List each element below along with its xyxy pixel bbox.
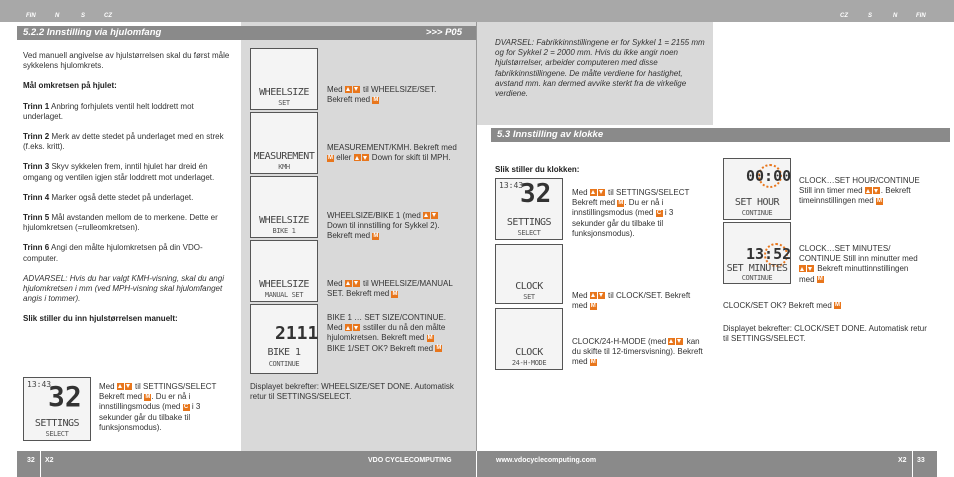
text-fragment: Med [572, 188, 590, 197]
c-button-icon: C [183, 403, 189, 410]
up-down-buttons-icon [345, 324, 361, 332]
page-number-left: 32 [27, 457, 35, 464]
step-6 [23, 243, 233, 263]
lcd-set-minutes [723, 222, 791, 284]
lcd-wheelsize-manual [250, 240, 318, 302]
lcd-line2: SET [278, 99, 290, 107]
mid-step-4 [327, 279, 459, 299]
text-fragment: Med [572, 291, 590, 300]
step-3 [23, 162, 233, 182]
footer-divider [912, 451, 913, 477]
up-down-buttons-icon [345, 280, 361, 288]
clock-step-5 [799, 244, 924, 285]
measure-heading: Mål omkretsen på hjulet: [23, 81, 117, 91]
text-fragment: til SETTINGS/SELECT Bekreft med [99, 382, 217, 402]
mid-footer-text: Displayet bekrefter: WHEELSIZE/SET DONE. Automatisk retur til SETTINGS/SELECT. [250, 382, 454, 402]
text-fragment: BIKE 1/SET OK? Bekreft med [327, 343, 436, 353]
lcd-line1: MEASUREMENT [253, 151, 315, 162]
up-down-buttons-icon [345, 86, 361, 94]
text-fragment: til WHEELSIZE/MANUAL SET. Bekreft med [327, 279, 453, 299]
page-divider [476, 22, 477, 451]
step-5 [23, 213, 233, 233]
lcd-minute-value: 13:52 [746, 245, 792, 263]
footer-divider [476, 451, 477, 477]
left-text-column [23, 51, 233, 325]
text-fragment: Med [327, 85, 345, 94]
section-title: 5.3 Innstilling av klokke [497, 129, 604, 140]
up-down-buttons-icon [799, 265, 815, 273]
text-fragment: WHEELSIZE/BIKE 1 (med [327, 211, 424, 220]
lcd-line1: SETTINGS [34, 418, 80, 429]
m-button-icon: M [590, 358, 596, 365]
m-button-icon: M [145, 393, 151, 400]
step-label: Trinn 2 [23, 132, 50, 142]
lcd-hour-value: 00:00 [746, 167, 792, 185]
lcd-wheelsize-bike1 [250, 176, 318, 238]
lcd-line1: CLOCK [515, 347, 543, 358]
text-fragment: Bekreft minuttinnstillingen med [799, 264, 909, 284]
text-fragment: MEASUREMENT/KMH. Bekreft med [327, 143, 457, 152]
step-text: Mål avstanden mellom de to merkene. Dette er hjulomkretsen (=rulleomkretsen). [23, 213, 218, 233]
lcd-line2: MANUAL SET [264, 291, 304, 299]
header-tab-cz[interactable]: CZ [104, 13, 112, 19]
text-fragment: Med [99, 382, 117, 391]
step-text: Skyv sykkelen frem, inntil hjulet har dreid én omgang og ventilen igjen står loddrett mot underlaget. [23, 162, 215, 182]
text-fragment: sstiller du nå den målte hjulomkretsen. Bekreft med [327, 323, 446, 343]
lcd-speed: 32 [520, 179, 552, 209]
text-fragment: til CLOCK/SET. Bekreft med [572, 291, 691, 311]
mid-step-3 [327, 211, 459, 242]
m-button-icon: M [618, 199, 624, 206]
header-tab-n[interactable]: N [55, 13, 60, 19]
text-fragment: i 3 sekunder går du tilbake til funksjonsmodus). [99, 402, 201, 432]
lcd-wheelsize-set [250, 48, 318, 110]
header-tab-fin-right[interactable]: FIN [916, 13, 926, 19]
lcd-line2: CONTINUE [268, 360, 300, 368]
text-fragment: til SETTINGS/SELECT Bekreft med [572, 188, 690, 208]
model-left: X2 [45, 457, 54, 464]
lcd-line1: SETTINGS [506, 217, 552, 228]
factory-warning: DVARSEL: Fabrikkinnstillingene er for Sykkel 1 = 2155 mm og for Sykkel 2 = 2000 mm. Hvis du ikke angir noen hjulstørrelser, arbeider computeren med disse fabrikkinnstillingene. De målte verdiene for hastighet, avstand mm. kan dermed avvike sterkt fra de virkelige verdiene. [495, 38, 705, 99]
mid-step-5 [327, 313, 459, 354]
step-text: Angi den målte hjulomkretsen på din VDO-computer. [23, 243, 203, 263]
section-header-wheel [17, 26, 476, 40]
lcd-line1: WHEELSIZE [259, 215, 309, 226]
clock-step-1 [572, 188, 707, 239]
section-tag: >>> P05 [425, 27, 462, 38]
text-fragment: CLOCK/24-H-MODE (med [572, 337, 669, 346]
lcd-clock-set [495, 244, 563, 304]
lcd-wheel-value: 2111 [275, 323, 319, 344]
m-button-icon: M [328, 154, 333, 161]
c-button-icon: C [656, 209, 662, 216]
m-button-icon: M [427, 334, 433, 341]
step-2 [23, 132, 233, 152]
text-fragment: Down til innstilling for Sykkel 2). Bekreft med [327, 221, 440, 241]
up-down-buttons-icon [590, 189, 606, 197]
lcd-line1: BIKE 1 [267, 347, 301, 358]
m-button-icon: M [392, 290, 398, 297]
text-fragment: CLOCK…SET HOUR/CONTINUE Still inn timer med [799, 176, 920, 196]
top-bar [0, 0, 954, 22]
step-1 [23, 102, 233, 122]
section-header-clock [491, 128, 950, 142]
text-fragment: eller [334, 153, 354, 163]
up-down-buttons-icon [423, 212, 439, 220]
lcd-line2: KMH [278, 163, 290, 171]
lcd-line2: CONTINUE [741, 209, 773, 217]
step-label: Trinn 1 [23, 101, 50, 111]
text-fragment: kan du skifte til 12-timersvisning). Bekreft med [572, 337, 703, 367]
header-tab-s[interactable]: S [81, 13, 86, 19]
brand-name: VDO CYCLECOMPUTING [368, 457, 452, 464]
text-fragment: CLOCK…SET MINUTES/ CONTINUE Still inn minutter med [799, 244, 918, 264]
step-label: Trinn 5 [23, 213, 50, 223]
lcd-measurement [250, 112, 318, 174]
lcd-line1: SET HOUR [734, 197, 780, 208]
text-fragment: BIKE 1 … SET SIZE/CONTINUE. Med [327, 313, 446, 333]
up-down-buttons-icon [668, 338, 684, 346]
section-title: 5.2.2 Innstilling via hjulomfang [23, 27, 162, 38]
clock-heading: Slik stiller du klokken: [495, 165, 580, 174]
clock-step-6 [723, 301, 933, 311]
clock-footer-text: Displayet bekrefter: CLOCK/SET DONE. Automatisk retur til SETTINGS/SELECT. [723, 324, 927, 344]
step-label: Trinn 6 [23, 243, 50, 253]
up-down-buttons-icon [117, 383, 133, 391]
header-tab-s-right[interactable]: S [868, 13, 873, 19]
text-fragment: CLOCK/SET OK? Bekreft med [723, 301, 835, 310]
lcd-line1: WHEELSIZE [259, 279, 309, 290]
lcd-line2: BIKE 1 [272, 227, 296, 235]
intro-text: Ved manuell angivelse av hjulstørrelsen skal du først måle sykkelens hjulomkrets. [23, 51, 230, 71]
page-number-right: 33 [917, 457, 925, 464]
lcd-line1: WHEELSIZE [259, 87, 309, 98]
lcd-time: 13:43 [27, 380, 52, 389]
up-down-buttons-icon [865, 187, 881, 195]
lcd-line2: SET [523, 293, 535, 301]
text-fragment: Down for skift til MPH. [369, 153, 451, 163]
text-fragment: . Bekreft timeinnstillingen med [799, 186, 911, 206]
m-button-icon: M [817, 276, 823, 282]
lcd-line2: SELECT [45, 430, 69, 438]
step-text: Marker også dette stedet på underlaget. [51, 192, 194, 202]
manual-instruction [99, 382, 229, 433]
lcd-line2: SELECT [517, 229, 541, 237]
lcd-clock-24h [495, 308, 563, 370]
lcd-line2: 24-H-MODE [511, 359, 547, 367]
model-right: X2 [898, 457, 907, 464]
lcd-set-hour [723, 158, 791, 220]
manual-heading: Slik stiller du inn hjulstørrelsen manuelt: [23, 314, 178, 324]
step-text: Anbring forhjulets ventil helt loddrett mot underlaget. [23, 101, 194, 121]
text-fragment: Med [327, 279, 345, 288]
step-4 [23, 193, 233, 203]
clock-step-2 [572, 291, 707, 311]
lcd-display-settings [23, 377, 91, 441]
text-fragment: i 3 sekunder går du tilbake til funksjonsmodus). [572, 208, 674, 238]
lcd-line1: SET MINUTES [726, 263, 788, 274]
step-label: Trinn 4 [23, 192, 50, 202]
clock-step-3 [572, 337, 707, 368]
text-fragment: . Du er nå i innstillingsmodus (med [99, 392, 191, 412]
footer-divider [40, 451, 41, 477]
up-down-buttons-icon [354, 154, 370, 162]
lcd-settings-clock [495, 178, 563, 240]
header-tab-n-right[interactable]: N [893, 13, 898, 19]
website-link[interactable]: www.vdocyclecomputing.com [496, 457, 597, 464]
m-button-icon: M [835, 302, 841, 309]
clock-step-4 [799, 176, 924, 207]
lcd-bike1-size [250, 304, 318, 374]
m-button-icon: M [373, 232, 379, 239]
lcd-line2: CONTINUE [741, 274, 773, 282]
m-button-icon: M [590, 302, 596, 309]
footer-bar [17, 451, 937, 477]
step-label: Trinn 3 [23, 162, 50, 172]
m-button-icon: M [876, 197, 882, 204]
header-tab-cz-right[interactable]: CZ [840, 13, 848, 19]
up-down-buttons-icon [590, 292, 606, 300]
step-text: Merk av dette stedet på underlaget med en strek (f.eks. kritt). [23, 132, 224, 152]
mid-step-2 [327, 143, 459, 163]
m-button-icon: M [436, 345, 442, 351]
text-fragment: til WHEELSIZE/SET. Bekreft med [327, 85, 437, 105]
header-tab-fin[interactable]: FIN [26, 13, 36, 19]
mid-step-1 [327, 85, 459, 105]
lcd-time: 13:43 [499, 181, 524, 190]
warning-text: ADVARSEL: Hvis du har valgt KMH-visning, skal du angi hjulomkretsen i mm (ved MPH-visning skal hjulomfanget angis i tommer). [23, 273, 224, 304]
lcd-line1: CLOCK [515, 281, 543, 292]
text-fragment: . Du er nå i innstillingsmodus (med [572, 198, 664, 218]
m-button-icon: M [373, 96, 379, 103]
lcd-speed: 32 [48, 380, 82, 413]
